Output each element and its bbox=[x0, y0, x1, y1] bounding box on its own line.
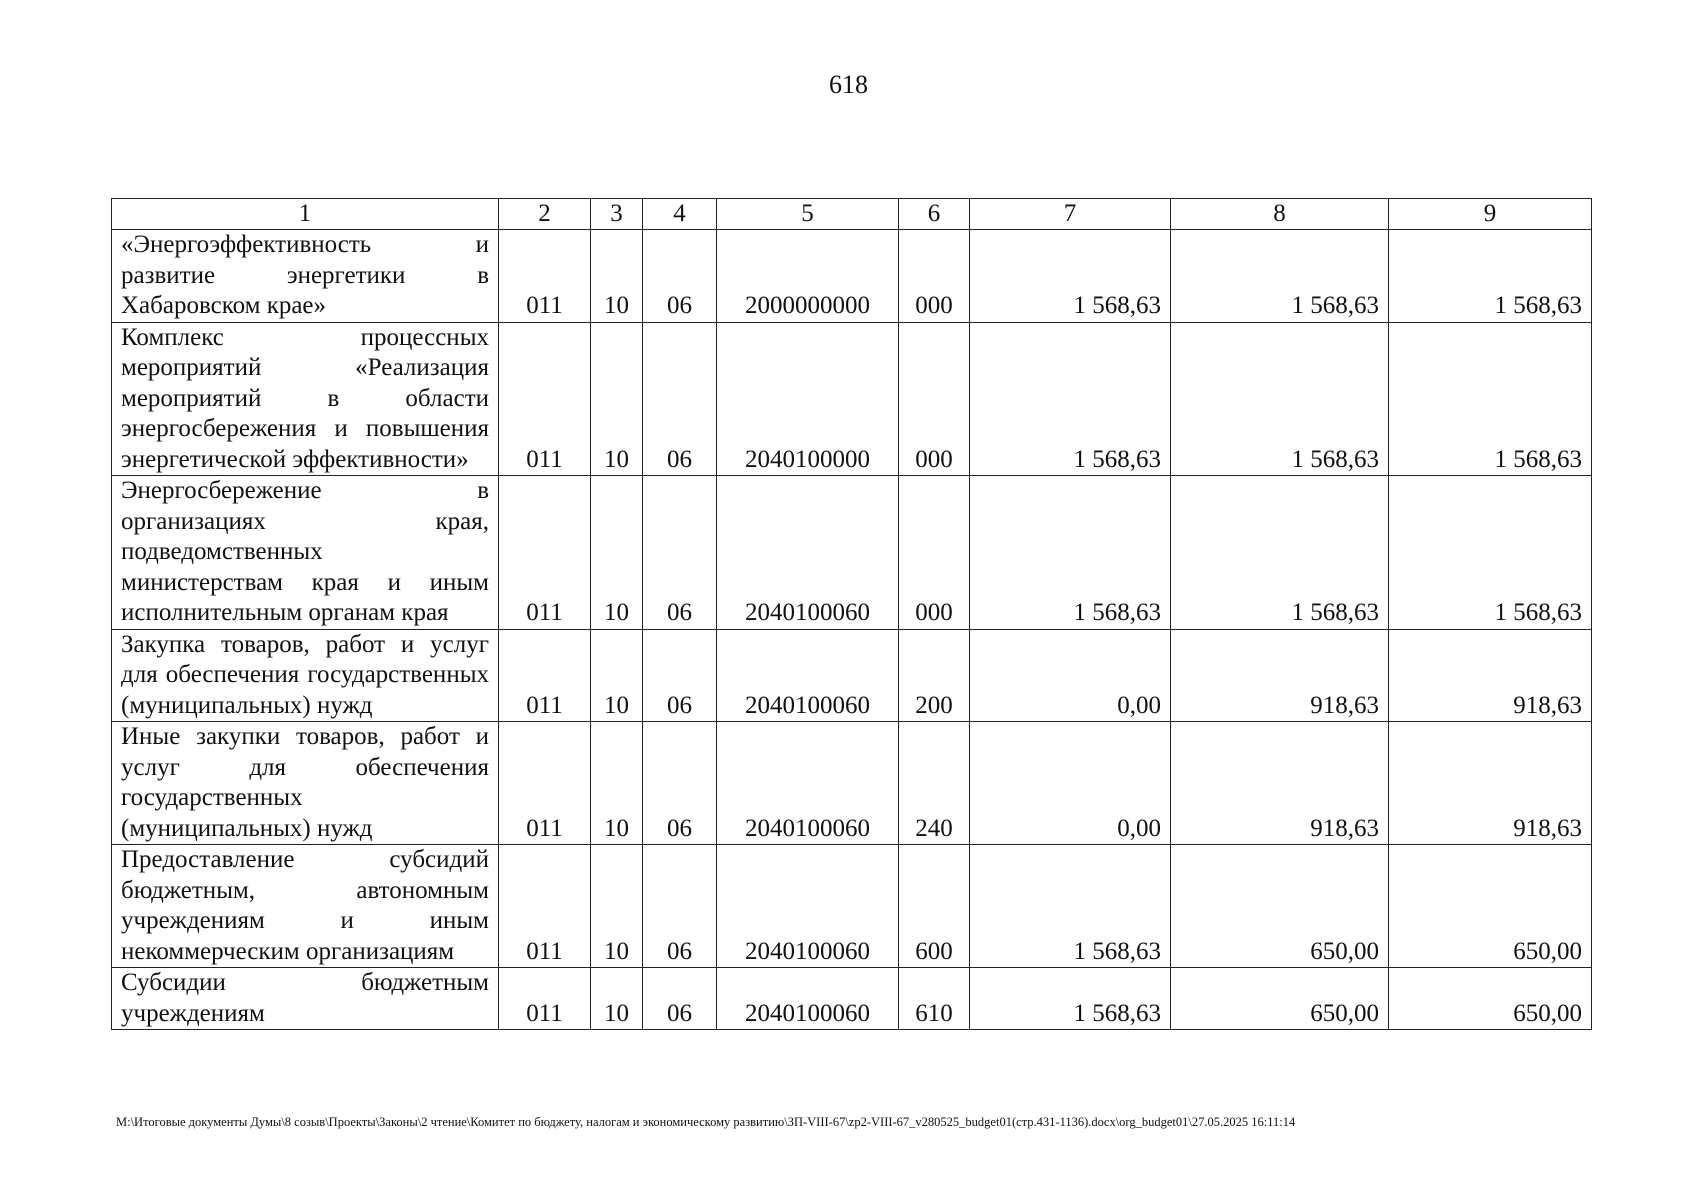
row-name: Предоставление субсидий бюджетным, автономным учреждениям и иным некоммерческим организациям bbox=[112, 845, 499, 968]
cell-col2: 011 bbox=[499, 845, 591, 968]
cell-col2: 011 bbox=[499, 322, 591, 476]
row-name: Комплекс процессных мероприятий «Реализация мероприятий в области энергосбережения и повышения энергетической эффективности» bbox=[112, 322, 499, 476]
cell-col8: 918,63 bbox=[1171, 629, 1389, 722]
cell-col8: 650,00 bbox=[1171, 968, 1389, 1030]
cell-col5: 2040100060 bbox=[717, 968, 899, 1030]
document-path-footer: M:\Итоговые документы Думы\8 созыв\Проекты\Законы\2 чтение\Комитет по бюджету, налогам и экономическому развитию\ЗП-VIII-67\zp2-VIII-67_v280525_budget01(стр.431-1136).docx\org_budget01\27.05.2025 16:11:14 bbox=[116, 1115, 1296, 1129]
table-row bbox=[112, 322, 1592, 476]
cell-col6: 200 bbox=[899, 629, 970, 722]
cell-col9: 650,00 bbox=[1389, 845, 1592, 968]
cell-col4: 06 bbox=[643, 722, 717, 845]
cell-col3: 10 bbox=[591, 476, 643, 630]
table-row bbox=[112, 968, 1592, 1030]
cell-col4: 06 bbox=[643, 845, 717, 968]
cell-col5: 2040100060 bbox=[717, 476, 899, 630]
cell-col7: 1 568,63 bbox=[970, 476, 1171, 630]
cell-col4: 06 bbox=[643, 629, 717, 722]
cell-col5: 2040100000 bbox=[717, 322, 899, 476]
cell-col7: 0,00 bbox=[970, 629, 1171, 722]
column-header: 3 bbox=[591, 199, 643, 230]
header-row bbox=[112, 199, 1592, 230]
cell-col4: 06 bbox=[643, 968, 717, 1030]
cell-col6: 000 bbox=[899, 230, 970, 323]
cell-col3: 10 bbox=[591, 845, 643, 968]
cell-col6: 600 bbox=[899, 845, 970, 968]
cell-col9: 1 568,63 bbox=[1389, 322, 1592, 476]
budget-table bbox=[111, 198, 1592, 1030]
cell-col2: 011 bbox=[499, 476, 591, 630]
cell-col9: 1 568,63 bbox=[1389, 476, 1592, 630]
cell-col7: 1 568,63 bbox=[970, 968, 1171, 1030]
row-name: «Энергоэффективность и развитие энергетики в Хабаровском крае» bbox=[112, 230, 499, 323]
table-row bbox=[112, 476, 1592, 630]
row-name: Закупка товаров, работ и услуг для обеспечения государственных (муниципальных) нужд bbox=[112, 629, 499, 722]
cell-col5: 2000000000 bbox=[717, 230, 899, 323]
cell-col2: 011 bbox=[499, 968, 591, 1030]
page-number: 618 bbox=[829, 70, 868, 99]
cell-col3: 10 bbox=[591, 722, 643, 845]
cell-col3: 10 bbox=[591, 968, 643, 1030]
cell-col9: 1 568,63 bbox=[1389, 230, 1592, 323]
cell-col8: 918,63 bbox=[1171, 722, 1389, 845]
cell-col7: 1 568,63 bbox=[970, 230, 1171, 323]
cell-col3: 10 bbox=[591, 230, 643, 323]
cell-col3: 10 bbox=[591, 629, 643, 722]
cell-col7: 1 568,63 bbox=[970, 322, 1171, 476]
row-name: Энергосбережение в организациях края, подведомственных министерствам края и иным исполнительным органам края bbox=[112, 476, 499, 630]
cell-col2: 011 bbox=[499, 722, 591, 845]
column-header: 6 bbox=[899, 199, 970, 230]
cell-col8: 650,00 bbox=[1171, 845, 1389, 968]
cell-col2: 011 bbox=[499, 230, 591, 323]
cell-col8: 1 568,63 bbox=[1171, 322, 1389, 476]
row-name: Иные закупки товаров, работ и услуг для обеспечения государственных (муниципальных) нужд bbox=[112, 722, 499, 845]
cell-col4: 06 bbox=[643, 322, 717, 476]
table-row bbox=[112, 845, 1592, 968]
column-header: 9 bbox=[1389, 199, 1592, 230]
cell-col8: 1 568,63 bbox=[1171, 476, 1389, 630]
cell-col6: 000 bbox=[899, 322, 970, 476]
cell-col7: 1 568,63 bbox=[970, 845, 1171, 968]
column-header: 7 bbox=[970, 199, 1171, 230]
column-header: 4 bbox=[643, 199, 717, 230]
column-header: 1 bbox=[112, 199, 499, 230]
cell-col9: 650,00 bbox=[1389, 968, 1592, 1030]
cell-col7: 0,00 bbox=[970, 722, 1171, 845]
cell-col6: 000 bbox=[899, 476, 970, 630]
cell-col2: 011 bbox=[499, 629, 591, 722]
column-header: 8 bbox=[1171, 199, 1389, 230]
column-header: 2 bbox=[499, 199, 591, 230]
cell-col5: 2040100060 bbox=[717, 629, 899, 722]
row-name: Субсидии бюджетным учреждениям bbox=[112, 968, 499, 1030]
cell-col9: 918,63 bbox=[1389, 629, 1592, 722]
cell-col6: 610 bbox=[899, 968, 970, 1030]
cell-col3: 10 bbox=[591, 322, 643, 476]
cell-col4: 06 bbox=[643, 476, 717, 630]
cell-col4: 06 bbox=[643, 230, 717, 323]
table-row bbox=[112, 722, 1592, 845]
table-row bbox=[112, 629, 1592, 722]
cell-col5: 2040100060 bbox=[717, 722, 899, 845]
cell-col9: 918,63 bbox=[1389, 722, 1592, 845]
column-header: 5 bbox=[717, 199, 899, 230]
cell-col8: 1 568,63 bbox=[1171, 230, 1389, 323]
cell-col6: 240 bbox=[899, 722, 970, 845]
cell-col5: 2040100060 bbox=[717, 845, 899, 968]
table-row bbox=[112, 230, 1592, 323]
